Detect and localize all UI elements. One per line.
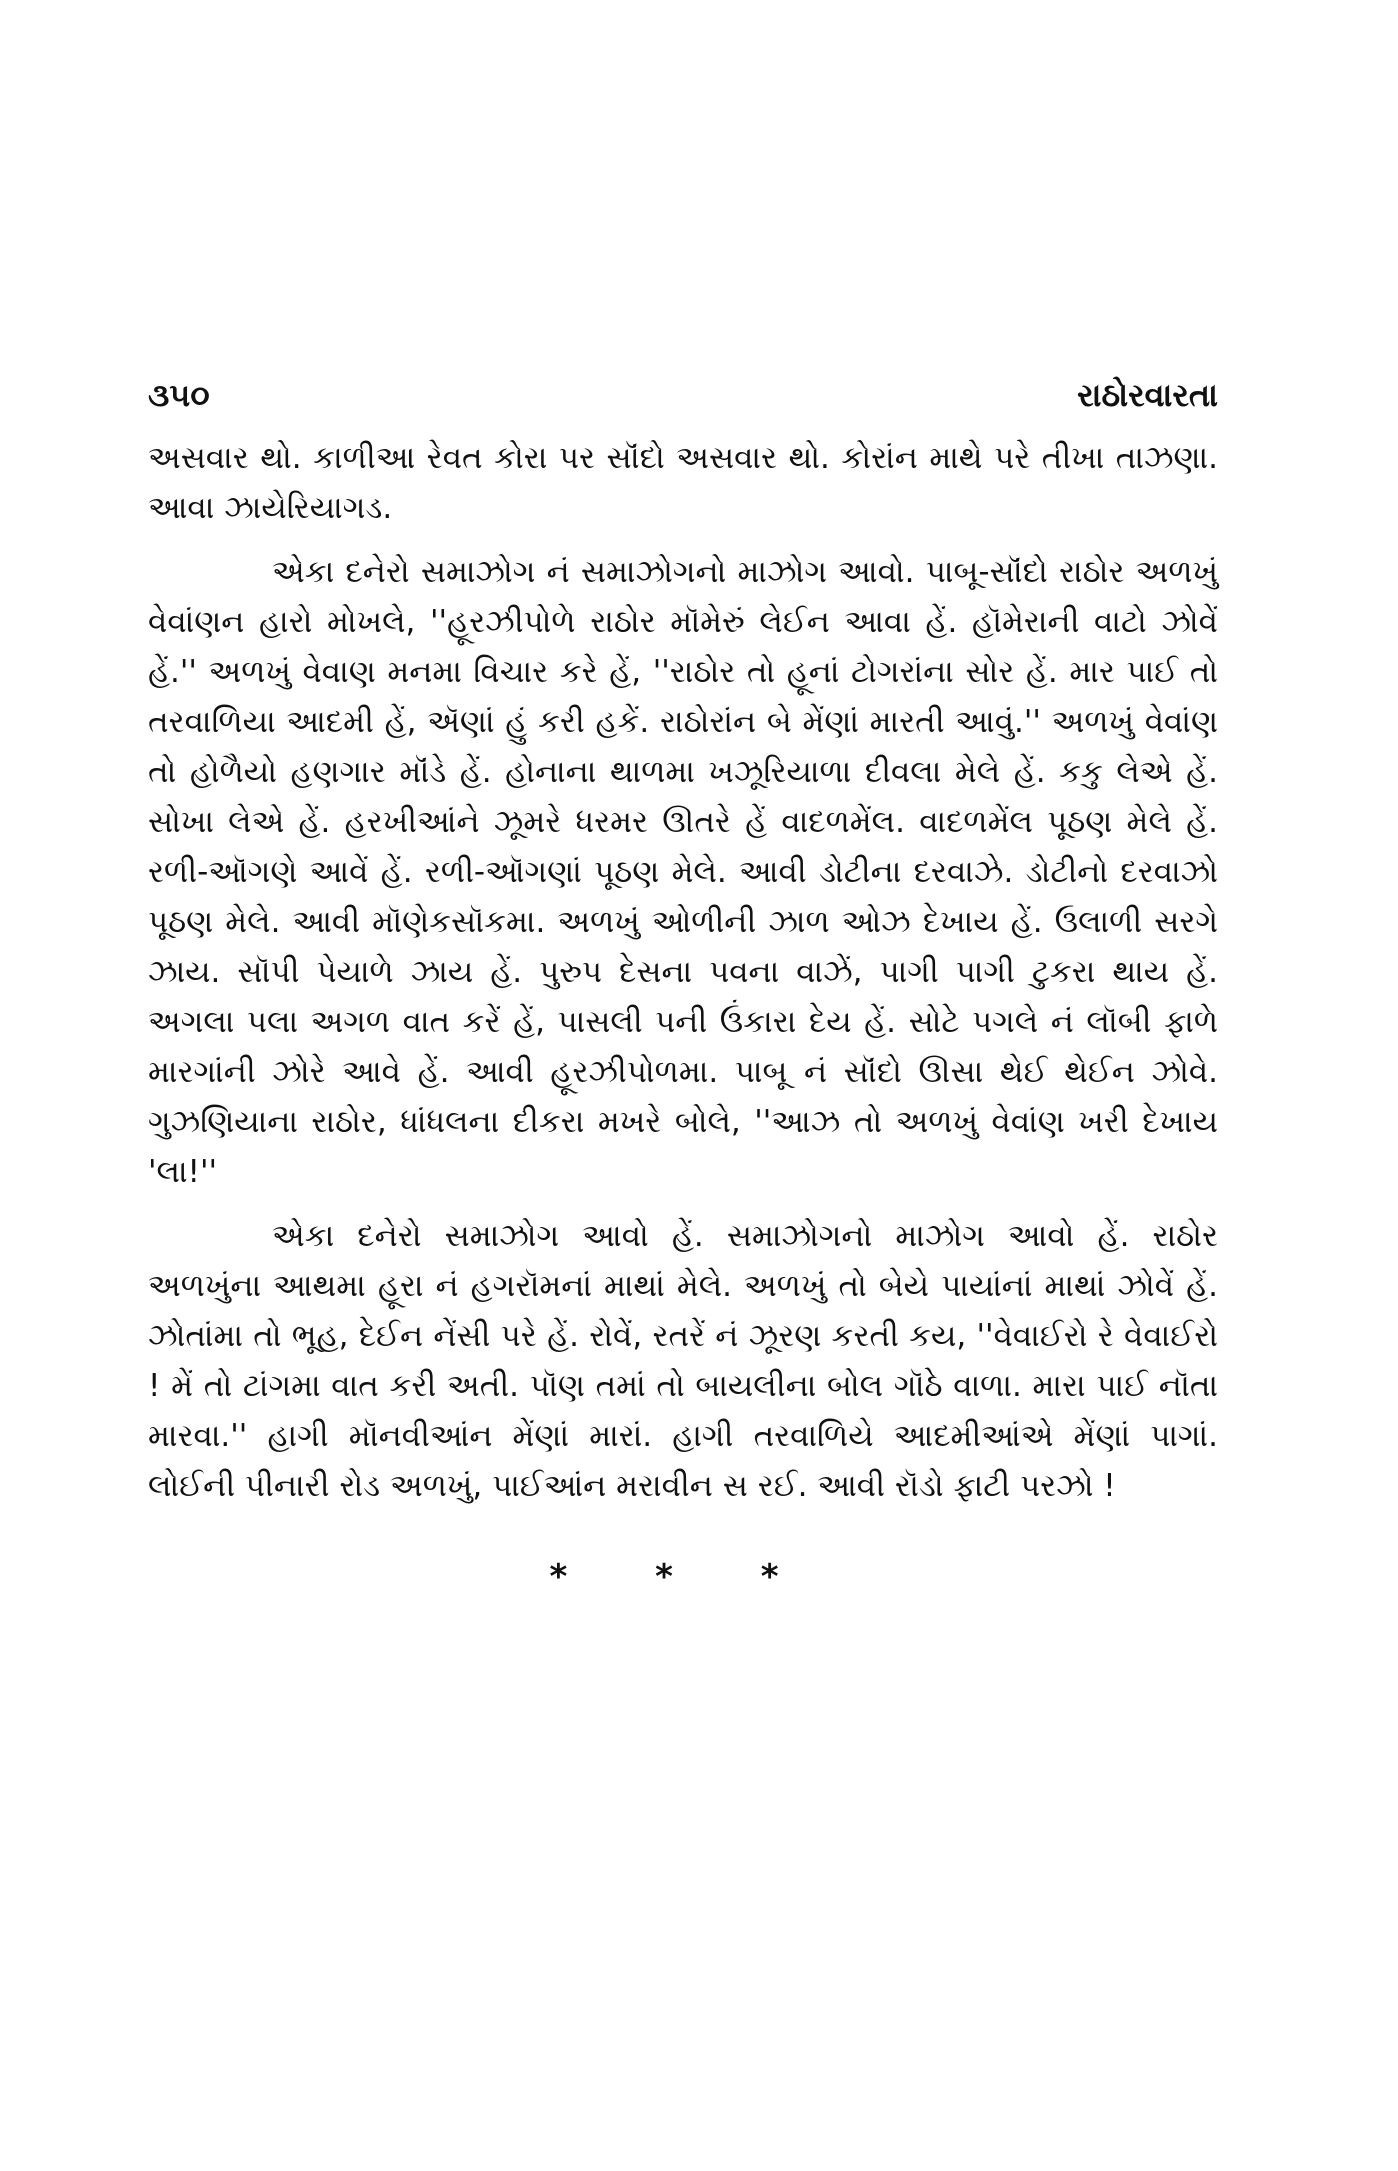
paragraph-third: એકા દનેરો સમાઝોગ આવો હેં. સમાઝોગનો માઝોગ આવો હેં. રાઠોર અળખુંના આથમા હૂરા નં હગરૉમનાં માથાં મેલે. અળખું તો બેયે પાયાંનાં માથાં ઝોવેં હેં. ઝોતાંમા તો ભૂહ, દેઈન નેંસી પરે હેં. રોવેં, રતરેં નં ઝૂરણ કરતી કય, ''વેવાઈરો રે વેવાઈરો ! મેં તો ટાંગમા વાત કરી અતી. પૉણ તમાં તો બાયલીના બોલ ગૉઠે વાળા. મારા પાઈ નૉતા મારવા.'' હાગી મૉનવીઆંન મેંણાં મારાં. હાગી તરવાળિયે આદમીઆંએ મેંણાં પાગાં. લોઈની પીનારી રોડ અળખું, પાઈઆંન મરાવીન સ રઈ. આવી રૉડો ફાટી પરઝો !: [148, 1218, 1218, 1504]
book-page: [148, 375, 1218, 1597]
page-header: [148, 375, 1218, 415]
running-title: રાઠોરવારતા: [1077, 376, 1218, 414]
paragraph-second: એકા દનેરો સમાઝોગ નં સમાઝોગનો માઝોગ આવો. પાબૂ-સૉંદો રાઠોર અળખું વેવાંણન હારો મોખલે, ''હૂરઝીપોળે રાઠોર મૉમેરું લેઈન આવા હેં. હૉમેરાની વાટો ઝોવેં હેં.'' અળખું વેવાણ મનમા વિચાર કરે હેં, ''રાઠોર તો હૂનાં ટોગરાંના સોર હેં. માર પાઈ તો તરવાળિયા આદમી હેં, ઍણાં હું કરી હકેં. રાઠોરાંન બે મેંણાં મારતી આવું.'' અળખું વેવાંણ તો હોળૈયો હણગાર મૉંડે હેં. હોનાના થાળમા ખઝૂરિયાળા દીવલા મેલે હેં. કકુ લેએ હેં. સોખા લેએ હેં. હરખીઆંને ઝૂમરે ધરમર ઊતરે હેં વાદળમેંલ. વાદળમેંલ પૂઠણ મેલે હેં. રળી-ઑગણે આવેં હેં. રળી-ઑગણાં પૂઠણ મેલે. આવી ડોટીના દરવાઝે. ડોટીનો દરવાઝો પૂઠણ મેલે. આવી મૉણેકસૉકમા. અળખું ઓળીની ઝાળ ઓઝ દેખાય હેં. ઉલાળી સરગે ઝાય. સૉપી પેયાળે ઝાય હેં. પુરુપ દેસના પવના વાઝેં, પાગી પાગી ટુકરા થાય હેં. અગલા પલા અગળ વાત કરેં હેં, પાસલી પની ઉંકારા દેય હેં. સોટે પગલે નં લૉબી ફાળે મારગાંની ઝોરે આવે હેં. આવી હૂરઝીપોળમા. પાબૂ નં સૉંદો ઊસા થેઈ થેઈન ઝોવે. ગુઝણિયાના રાઠોર, ધાંધલના દીકરા મખરે બોલે, ''આઝ તો અળખું વેવાંણ ખરી દેખાય 'લા!'': [148, 554, 1218, 1190]
page-number: ૩૫૦: [148, 376, 210, 414]
section-separator: * * *: [549, 1557, 817, 1597]
paragraph-continuation: અસવાર થો. કાળીઆ રેવત કોરા પર સૉંદો અસવાર થો. કોરાંન માથે પરે તીખા તાઝણા. આવા ઝાયેરિયાગડ.: [148, 440, 1218, 526]
